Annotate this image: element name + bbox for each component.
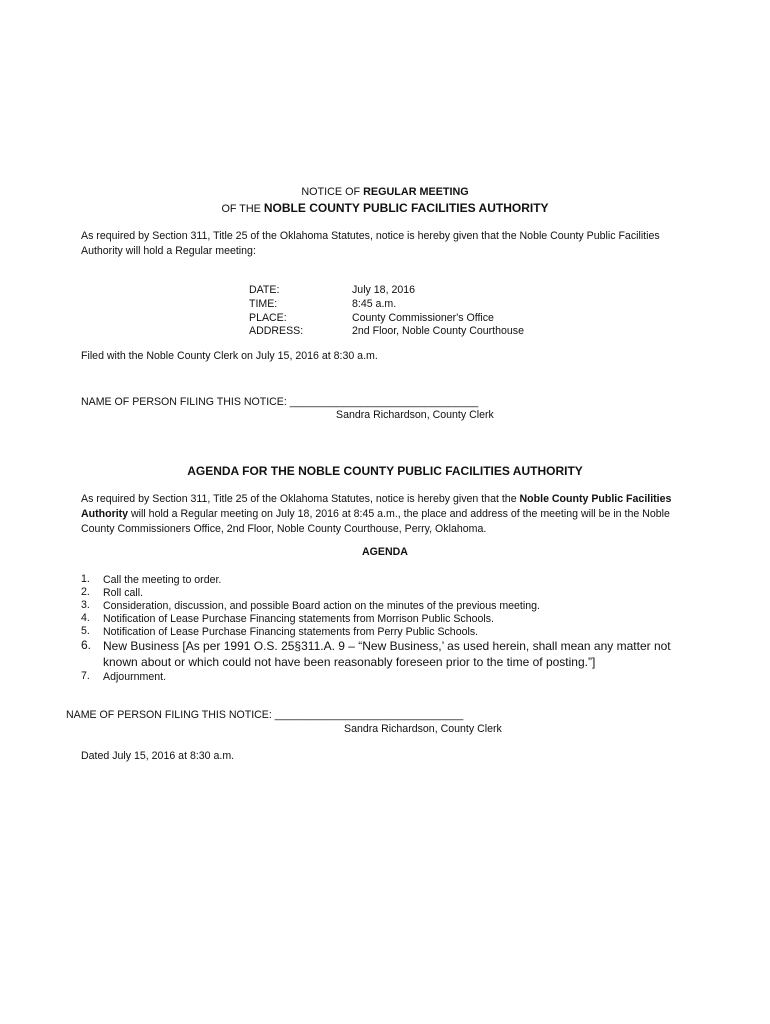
agenda-intro-part1: As required by Section 311, Title 25 of the Oklahoma Statutes, notice is hereby given that the <box>81 493 520 505</box>
place-value: County Commissioner's Office <box>352 312 494 324</box>
notice-title-bold: REGULAR MEETING <box>363 186 469 198</box>
agenda-intro <box>81 492 691 537</box>
item-number: 3. <box>81 599 90 611</box>
item-number: 4. <box>81 612 90 624</box>
item-text: New Business [As per 1991 O.S. 25§311.A. 9 – “New Business,’ as used herein, shall mean any matter not known about or which could not have been reasonably foreseen prior to the time of posting.”] <box>103 639 671 669</box>
date-value: July 18, 2016 <box>352 284 416 296</box>
item-text: Notification of Lease Purchase Financing statements from Perry Public Schools. <box>103 626 479 638</box>
agenda-heading: AGENDA FOR THE NOBLE COUNTY PUBLIC FACILITIES AUTHORITY <box>187 464 583 478</box>
date-label: DATE: <box>249 284 280 296</box>
dated-statement: Dated July 15, 2016 at 8:30 a.m. <box>81 750 235 762</box>
notice-subtitle <box>0 201 770 216</box>
item-text: Adjournment. <box>103 671 167 683</box>
agenda-intro-bold: Noble County Public Facilities Authority <box>81 493 672 520</box>
place-label: PLACE: <box>249 312 287 324</box>
agenda-subheading: AGENDA <box>362 546 408 558</box>
signature-line: NAME OF PERSON FILING THIS NOTICE: ________________________________ <box>81 396 479 408</box>
agenda-signature-name: Sandra Richardson, County Clerk <box>344 723 502 735</box>
item-number: 1. <box>81 573 90 585</box>
item-text: Call the meeting to order. <box>103 574 222 586</box>
notice-title-prefix: NOTICE OF <box>301 186 364 198</box>
signature-name: Sandra Richardson, County Clerk <box>336 409 494 421</box>
filed-statement: Filed with the Noble County Clerk on July 15, 2016 at 8:30 a.m. <box>81 350 378 362</box>
item-number: 2. <box>81 586 90 598</box>
item-text: Consideration, discussion, and possible Board action on the minutes of the previous meeting. <box>103 600 540 612</box>
item-number: 6. <box>81 638 92 652</box>
agenda-signature-line: NAME OF PERSON FILING THIS NOTICE: ________________________________ <box>66 709 464 721</box>
notice-title <box>0 186 770 199</box>
item-number: 7. <box>81 670 90 682</box>
item-number: 5. <box>81 625 90 637</box>
item-text: Roll call. <box>103 587 144 599</box>
address-value: 2nd Floor, Noble County Courthouse <box>352 325 524 337</box>
notice-subtitle-prefix: OF THE <box>221 203 264 215</box>
notice-intro: As required by Section 311, Title 25 of the Oklahoma Statutes, notice is hereby given that the Noble County Public Facilities Authority will hold a Regular meeting: <box>81 230 660 257</box>
notice-subtitle-bold: NOBLE COUNTY PUBLIC FACILITIES AUTHORITY <box>263 201 549 215</box>
item-text: Notification of Lease Purchase Financing statements from Morrison Public Schools. <box>103 613 494 625</box>
time-label: TIME: <box>249 298 278 310</box>
agenda-intro-part2: will hold a Regular meeting on July 18, 2016 at 8:45 a.m., the place and address of the meeting will be in the Noble County Commissioners Office, 2nd Floor, Noble County Courthouse, Perry, Oklahoma. <box>81 508 670 535</box>
time-value: 8:45 a.m. <box>352 298 397 310</box>
address-label: ADDRESS: <box>249 325 304 337</box>
